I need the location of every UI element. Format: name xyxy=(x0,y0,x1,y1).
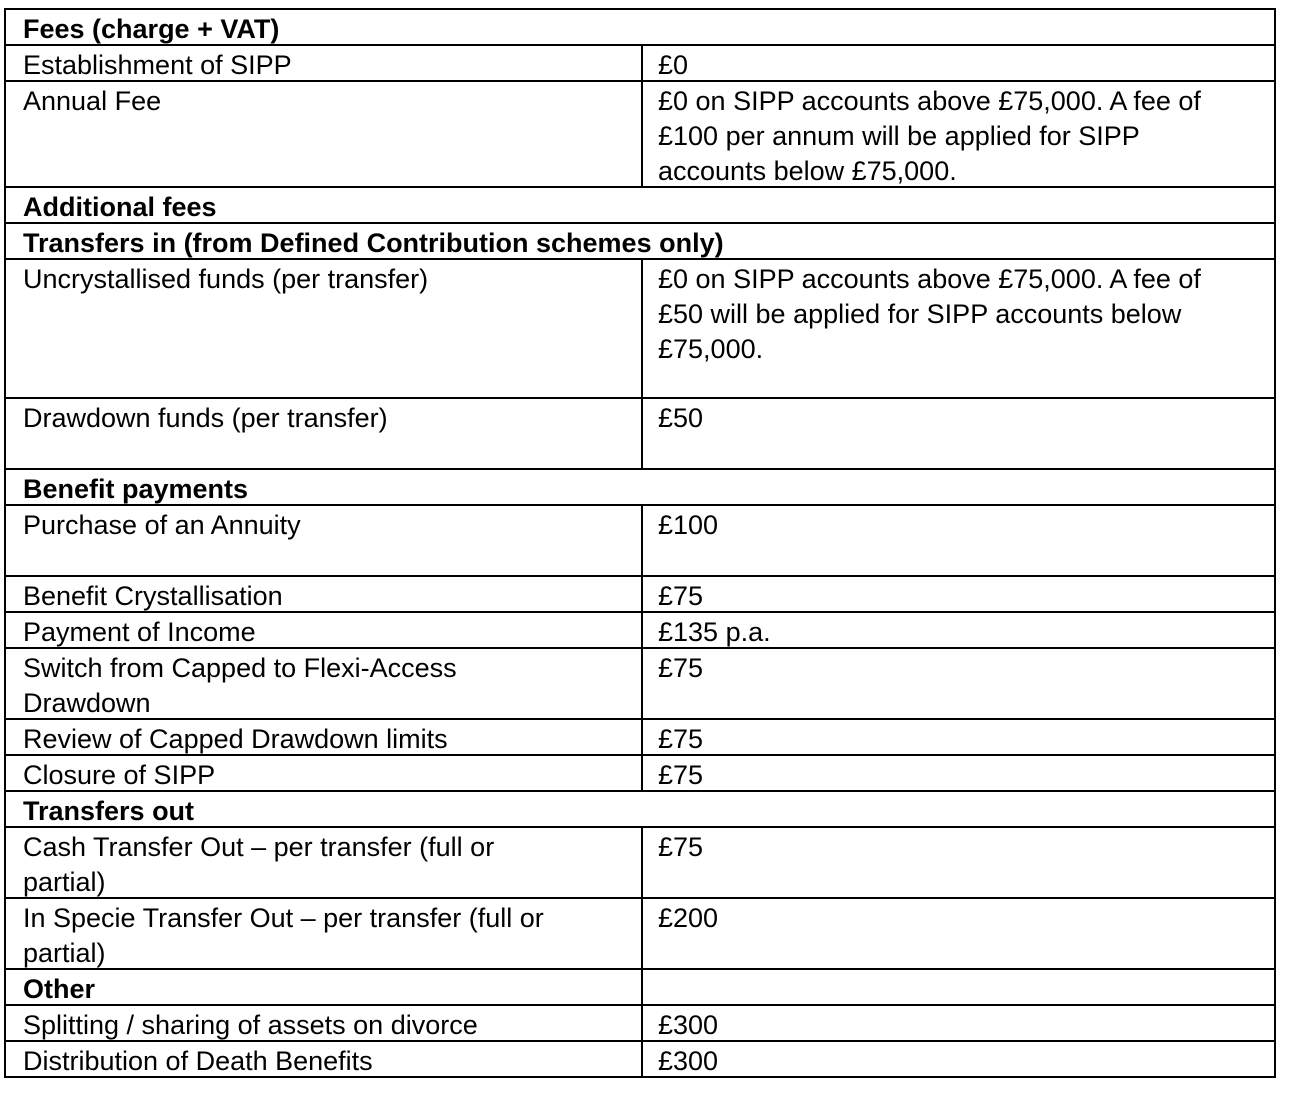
section-header: Transfers in (from Defined Contribution schemes only) xyxy=(23,228,724,258)
table-row xyxy=(4,1040,1276,1078)
fee-value-line: £0 on SIPP accounts above £75,000. A fee of xyxy=(658,86,1201,116)
fee-value: £50 xyxy=(658,403,704,433)
table-row xyxy=(4,611,1276,647)
table-row xyxy=(4,1004,1276,1040)
section-header-row xyxy=(4,968,1276,1004)
section-header: Additional fees xyxy=(23,192,217,222)
fee-label-line: Drawdown xyxy=(23,688,151,718)
fee-label-line: Cash Transfer Out – per transfer (full or xyxy=(23,832,495,862)
section-header: Benefit payments xyxy=(23,474,249,504)
section-header-row xyxy=(4,222,1276,258)
fee-label xyxy=(6,828,643,897)
fee-value: £135 p.a. xyxy=(658,617,771,647)
fee-value xyxy=(643,260,1274,397)
fee-value: £75 xyxy=(658,760,704,790)
fee-value-line: £75,000. xyxy=(658,334,764,364)
section-header-row xyxy=(4,468,1276,504)
fee-label: Establishment of SIPP xyxy=(6,46,643,80)
fee-value: £75 xyxy=(658,581,704,611)
fee-label-line: In Specie Transfer Out – per transfer (full or xyxy=(23,903,544,933)
fees-table xyxy=(4,8,1276,1078)
fee-label: Drawdown funds (per transfer) xyxy=(6,399,643,468)
fee-label-line: Switch from Capped to Flexi-Access xyxy=(23,653,457,683)
fee-value: £75 xyxy=(658,724,704,754)
fee-value: £100 xyxy=(658,510,719,540)
section-header: Other xyxy=(6,970,643,1004)
table-row xyxy=(4,897,1276,968)
fee-label: Closure of SIPP xyxy=(6,756,643,790)
fee-label: Benefit Crystallisation xyxy=(6,577,643,611)
fee-value: £200 xyxy=(658,903,719,933)
section-header: Transfers out xyxy=(23,796,195,826)
fee-value xyxy=(643,82,1274,186)
fee-label: Uncrystallised funds (per transfer) xyxy=(6,260,643,397)
fee-label xyxy=(6,649,643,718)
table-row xyxy=(4,647,1276,718)
fee-value-line: £50 will be applied for SIPP accounts below xyxy=(658,299,1182,329)
fee-value: £75 xyxy=(658,832,704,862)
fee-label: Splitting / sharing of assets on divorce xyxy=(6,1006,643,1040)
fee-label: Payment of Income xyxy=(6,613,643,647)
fee-label: Purchase of an Annuity xyxy=(6,506,643,575)
fee-value: £0 xyxy=(658,50,689,80)
fee-value: £75 xyxy=(658,653,704,683)
fee-value: £300 xyxy=(658,1010,719,1040)
fee-value-line: £100 per annum will be applied for SIPP xyxy=(658,121,1140,151)
fee-value-line: accounts below £75,000. xyxy=(658,156,957,186)
table-row xyxy=(4,80,1276,186)
table-row xyxy=(4,397,1276,468)
table-row xyxy=(4,258,1276,397)
table-row xyxy=(4,718,1276,754)
section-header: Fees (charge + VAT) xyxy=(23,14,280,44)
fee-label: Review of Capped Drawdown limits xyxy=(6,720,643,754)
fee-label: Distribution of Death Benefits xyxy=(6,1042,643,1076)
fee-label xyxy=(6,899,643,968)
fee-value-line: £0 on SIPP accounts above £75,000. A fee of xyxy=(658,264,1201,294)
table-row xyxy=(4,44,1276,80)
table-row xyxy=(4,754,1276,790)
section-header-row xyxy=(4,186,1276,222)
fee-label: Annual Fee xyxy=(6,82,643,186)
table-row xyxy=(4,826,1276,897)
table-row xyxy=(4,575,1276,611)
fee-label-line: partial) xyxy=(23,867,106,897)
fee-value: £300 xyxy=(658,1046,719,1076)
section-header-row xyxy=(4,790,1276,826)
table-row xyxy=(4,504,1276,575)
fee-label-line: partial) xyxy=(23,938,106,968)
section-header-row xyxy=(4,8,1276,44)
fee-value xyxy=(643,970,1274,1004)
